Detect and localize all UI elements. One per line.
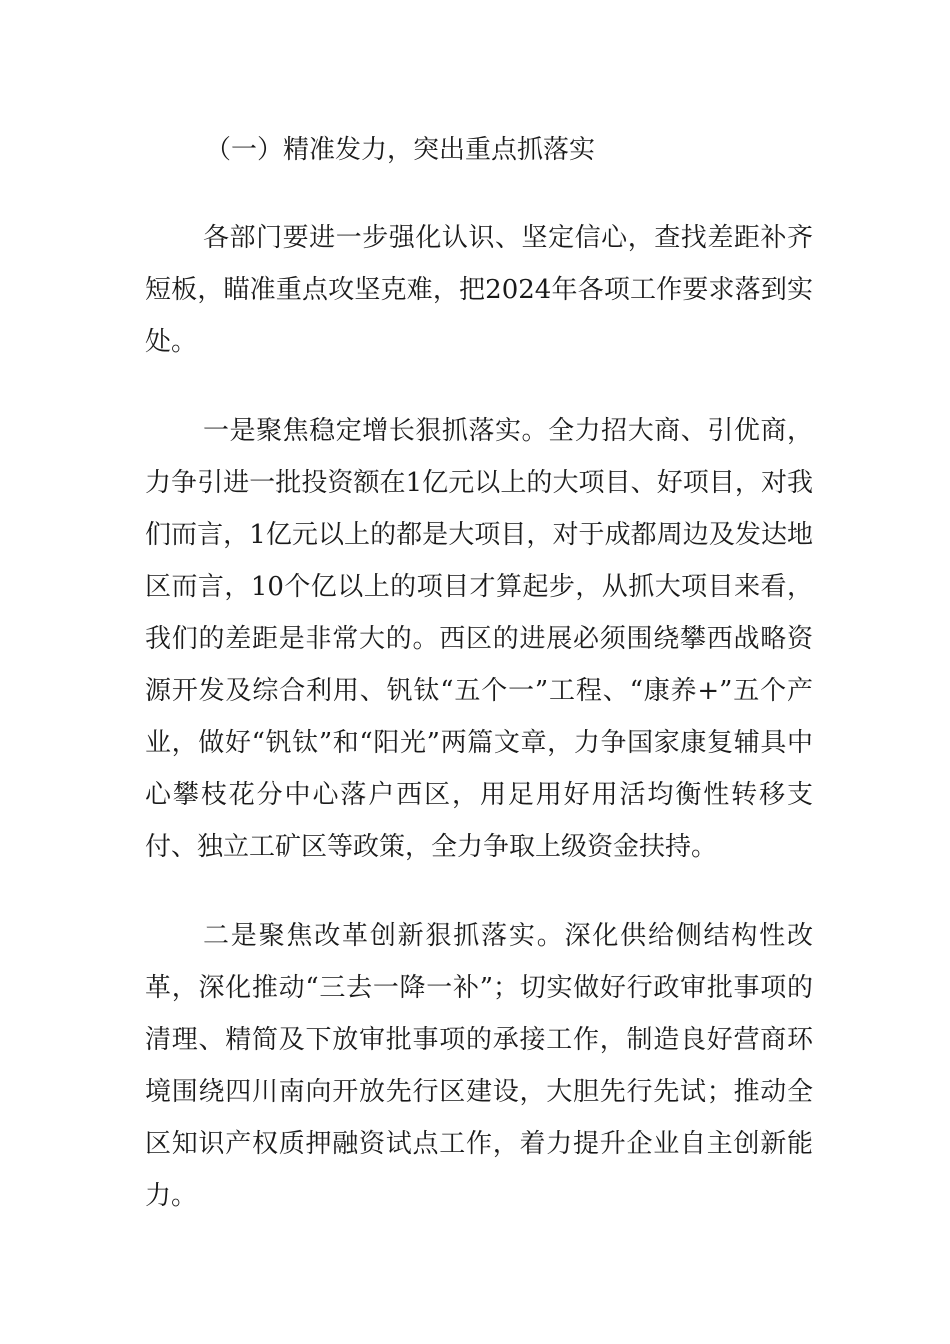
document-page (145, 124, 813, 1259)
paragraph-reform-innovation: 二是聚焦改革创新狠抓落实。深化供给侧结构性改革，深化推动“三去一降一补”；切实做好行政审批事项的清理、精简及下放审批事项的承接工作，制造良好营商环境围绕四川南向开放先行区建设，大胆先行先试；推动全区知识产权质押融资试点工作，着力提升企业自主创新能力。 (145, 921, 813, 1211)
section-heading: （一）精准发力，突出重点抓落实 (205, 135, 596, 165)
paragraph-intro: 各部门要进一步强化认识、坚定信心，查找差距补齐短板，瞄准重点攻坚克难，把2024年各项工作要求落到实处。 (145, 223, 813, 357)
paragraph-stable-growth: 一是聚焦稳定增长狠抓落实。全力招大商、引优商，力争引进一批投资额在1亿元以上的大项目、好项目，对我们而言，1亿元以上的都是大项目，对于成都周边及发达地区而言，10个亿以上的项目才算起步，从抓大项目来看，我们的差距是非常大的。西区的进展必须围绕攀西战略资源开发及综合利用、钒钛“五个一”工程、“康养+”五个产业，做好“钒钛”和“阳光”两篇文章，力争国家康复辅具中心攀枝花分中心落户西区，用足用好用活均衡性转移支付、独立工矿区等政策，全力争取上级资金扶持。 (145, 416, 813, 862)
